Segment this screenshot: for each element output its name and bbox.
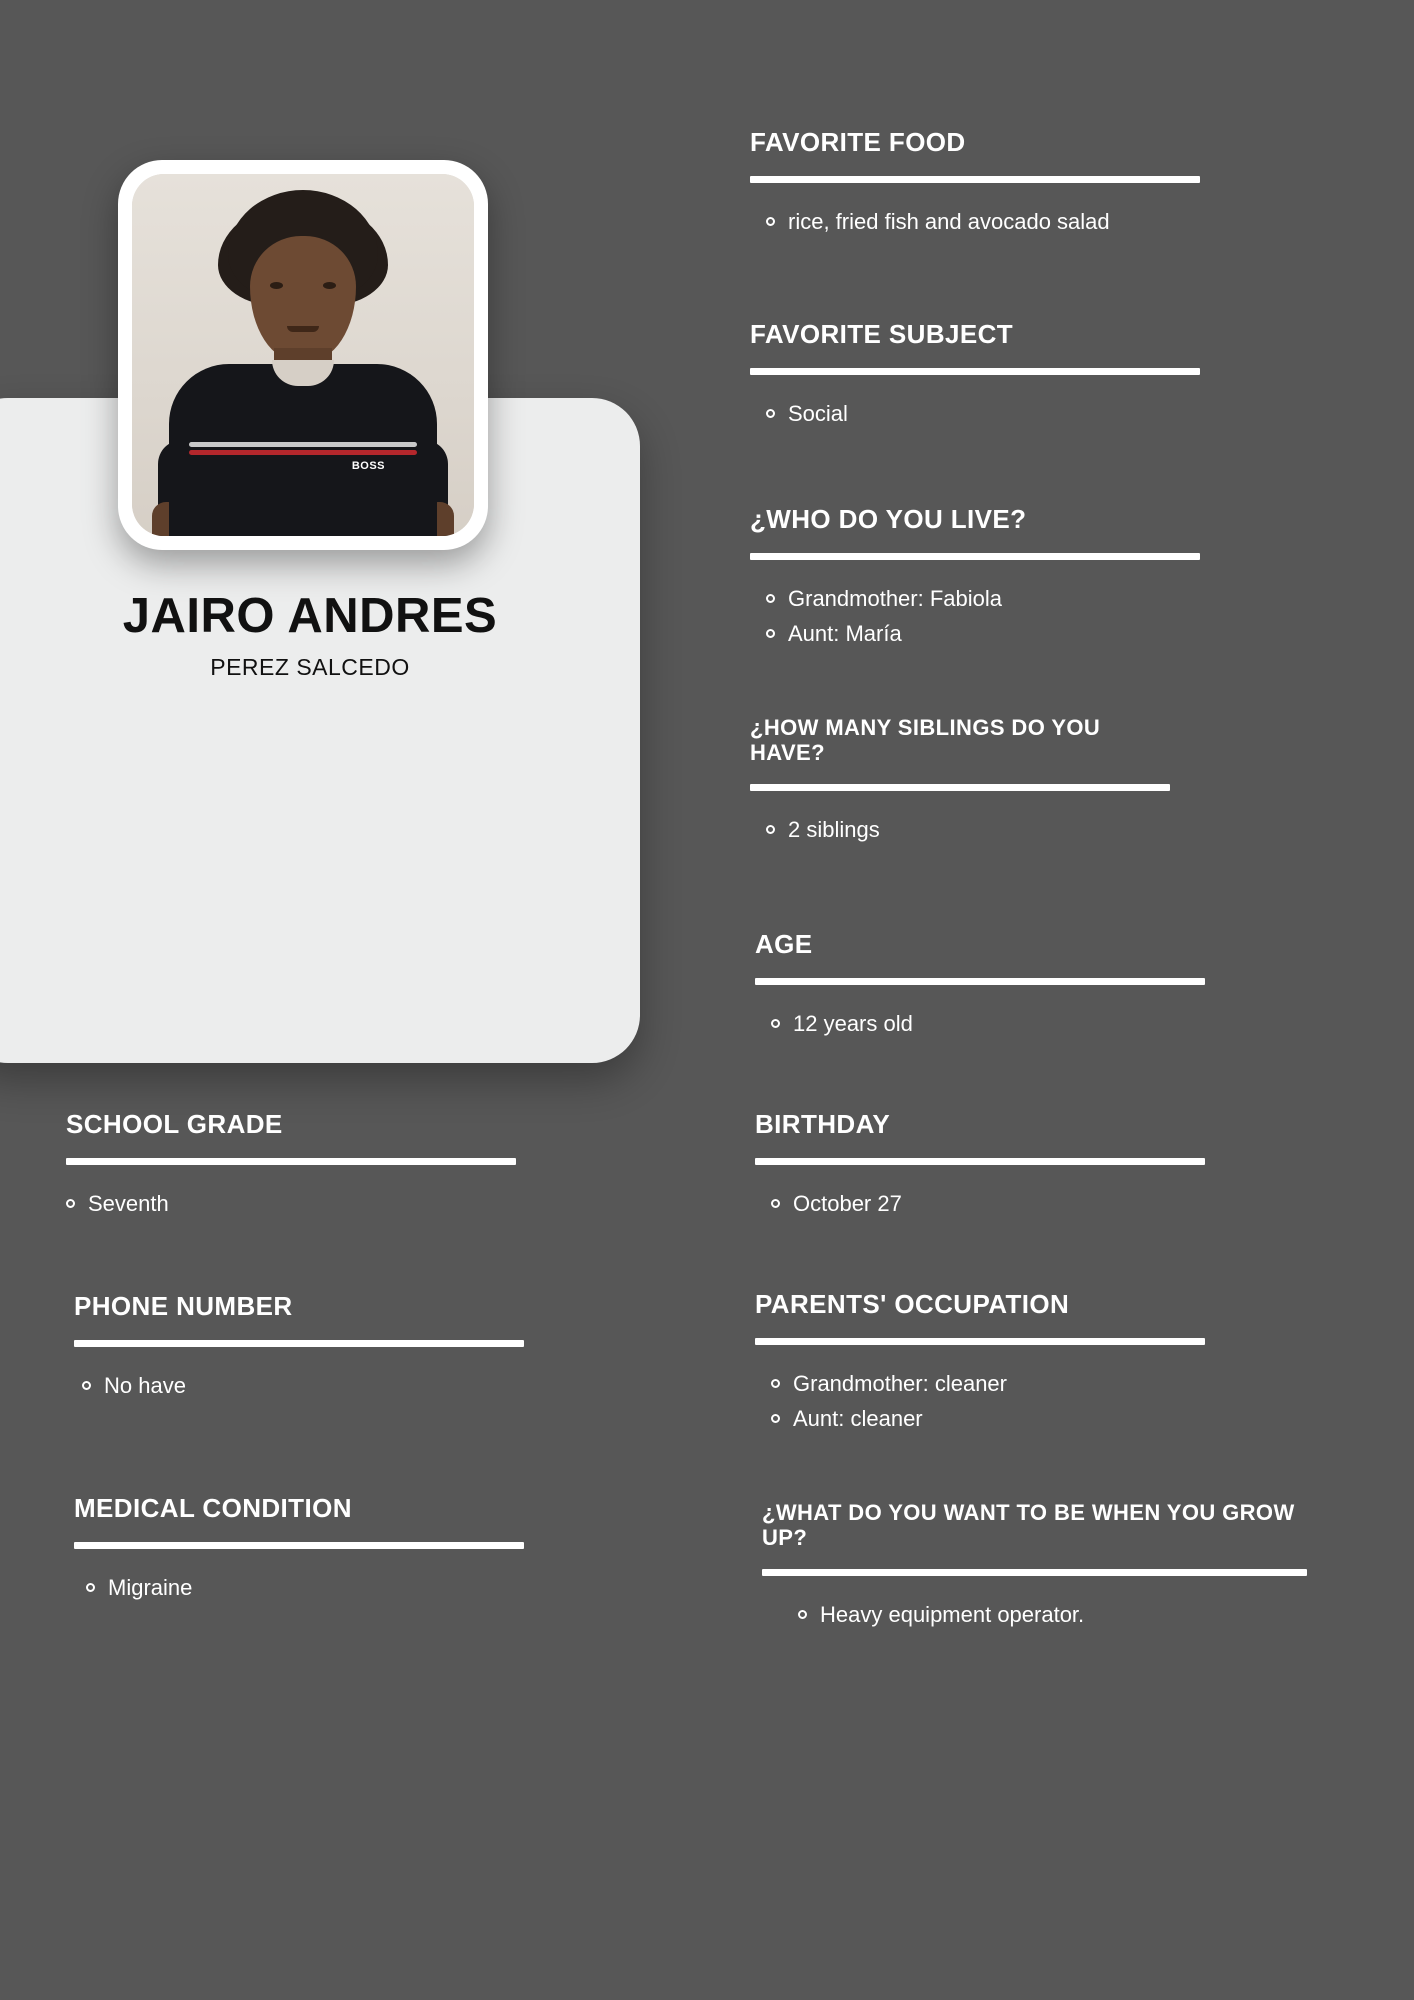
shirt-stripe-red <box>189 450 417 455</box>
portrait-collar <box>272 360 334 386</box>
section-title: ¿WHO DO YOU LIVE? <box>750 504 1027 534</box>
portrait-eye-left <box>270 282 283 289</box>
list-item: Social <box>788 397 1200 430</box>
section-list <box>755 1187 1205 1220</box>
section-favorite-subject <box>750 320 1200 432</box>
section-divider <box>74 1340 524 1347</box>
section-list <box>750 205 1200 238</box>
list-item: No have <box>104 1369 524 1402</box>
section-title: AGE <box>755 929 813 959</box>
section-list <box>74 1369 524 1402</box>
section-who-do-you-live <box>750 505 1200 652</box>
section-list <box>762 1598 1307 1631</box>
shirt-logo: BOSS <box>351 460 385 472</box>
avatar <box>118 160 488 550</box>
section-title: FAVORITE FOOD <box>750 127 966 157</box>
portrait-photo <box>132 174 474 536</box>
section-siblings <box>750 715 1170 848</box>
section-title: ¿WHAT DO YOU WANT TO BE WHEN YOU GROW UP? <box>762 1500 1295 1551</box>
section-list <box>750 813 1170 846</box>
list-item: Grandmother: cleaner <box>793 1367 1205 1400</box>
section-divider <box>750 553 1200 560</box>
section-title: ¿HOW MANY SIBLINGS DO YOU HAVE? <box>750 715 1101 766</box>
list-item: Aunt: María <box>788 617 1200 650</box>
last-name: PEREZ SALCEDO <box>210 653 410 680</box>
list-item: Aunt: cleaner <box>793 1402 1205 1435</box>
section-future-job <box>762 1500 1307 1633</box>
section-list <box>755 1367 1205 1435</box>
list-item: Heavy equipment operator. <box>820 1598 1090 1631</box>
section-list <box>750 397 1200 430</box>
section-medical-condition <box>74 1494 524 1606</box>
section-divider <box>755 1338 1205 1345</box>
portrait-shirt <box>169 364 437 536</box>
list-item: 2 siblings <box>788 813 1170 846</box>
section-divider <box>74 1542 524 1549</box>
section-divider <box>755 978 1205 985</box>
section-divider <box>750 176 1200 183</box>
list-item: 12 years old <box>793 1007 1205 1040</box>
list-item: Grandmother: Fabiola <box>788 582 1200 615</box>
section-divider <box>66 1158 516 1165</box>
section-list <box>74 1571 524 1604</box>
list-item: rice, fried fish and avocado salad <box>788 205 1200 238</box>
section-divider <box>762 1569 1307 1576</box>
section-age <box>755 930 1205 1042</box>
portrait-eye-right <box>323 282 336 289</box>
list-item: October 27 <box>793 1187 1205 1220</box>
section-list <box>750 582 1200 650</box>
shirt-stripe-white <box>189 442 417 447</box>
section-title: PHONE NUMBER <box>74 1291 293 1321</box>
section-parents-occupation <box>755 1290 1205 1437</box>
section-divider <box>750 784 1170 791</box>
section-title: MEDICAL CONDITION <box>74 1493 352 1523</box>
section-school-grade <box>66 1110 516 1222</box>
name-block <box>0 590 620 681</box>
section-title: BIRTHDAY <box>755 1109 891 1139</box>
page-title: JAIRO ANDRES <box>122 589 498 643</box>
section-phone-number <box>74 1292 524 1404</box>
list-item: Seventh <box>88 1187 516 1220</box>
section-title: SCHOOL GRADE <box>66 1109 283 1139</box>
section-title: PARENTS' OCCUPATION <box>755 1289 1070 1319</box>
portrait-mouth <box>287 326 319 332</box>
section-divider <box>755 1158 1205 1165</box>
section-title: FAVORITE SUBJECT <box>750 319 1014 349</box>
section-favorite-food <box>750 128 1200 240</box>
section-birthday <box>755 1110 1205 1222</box>
list-item: Migraine <box>108 1571 524 1604</box>
section-list <box>66 1187 516 1220</box>
section-list <box>755 1007 1205 1040</box>
section-divider <box>750 368 1200 375</box>
